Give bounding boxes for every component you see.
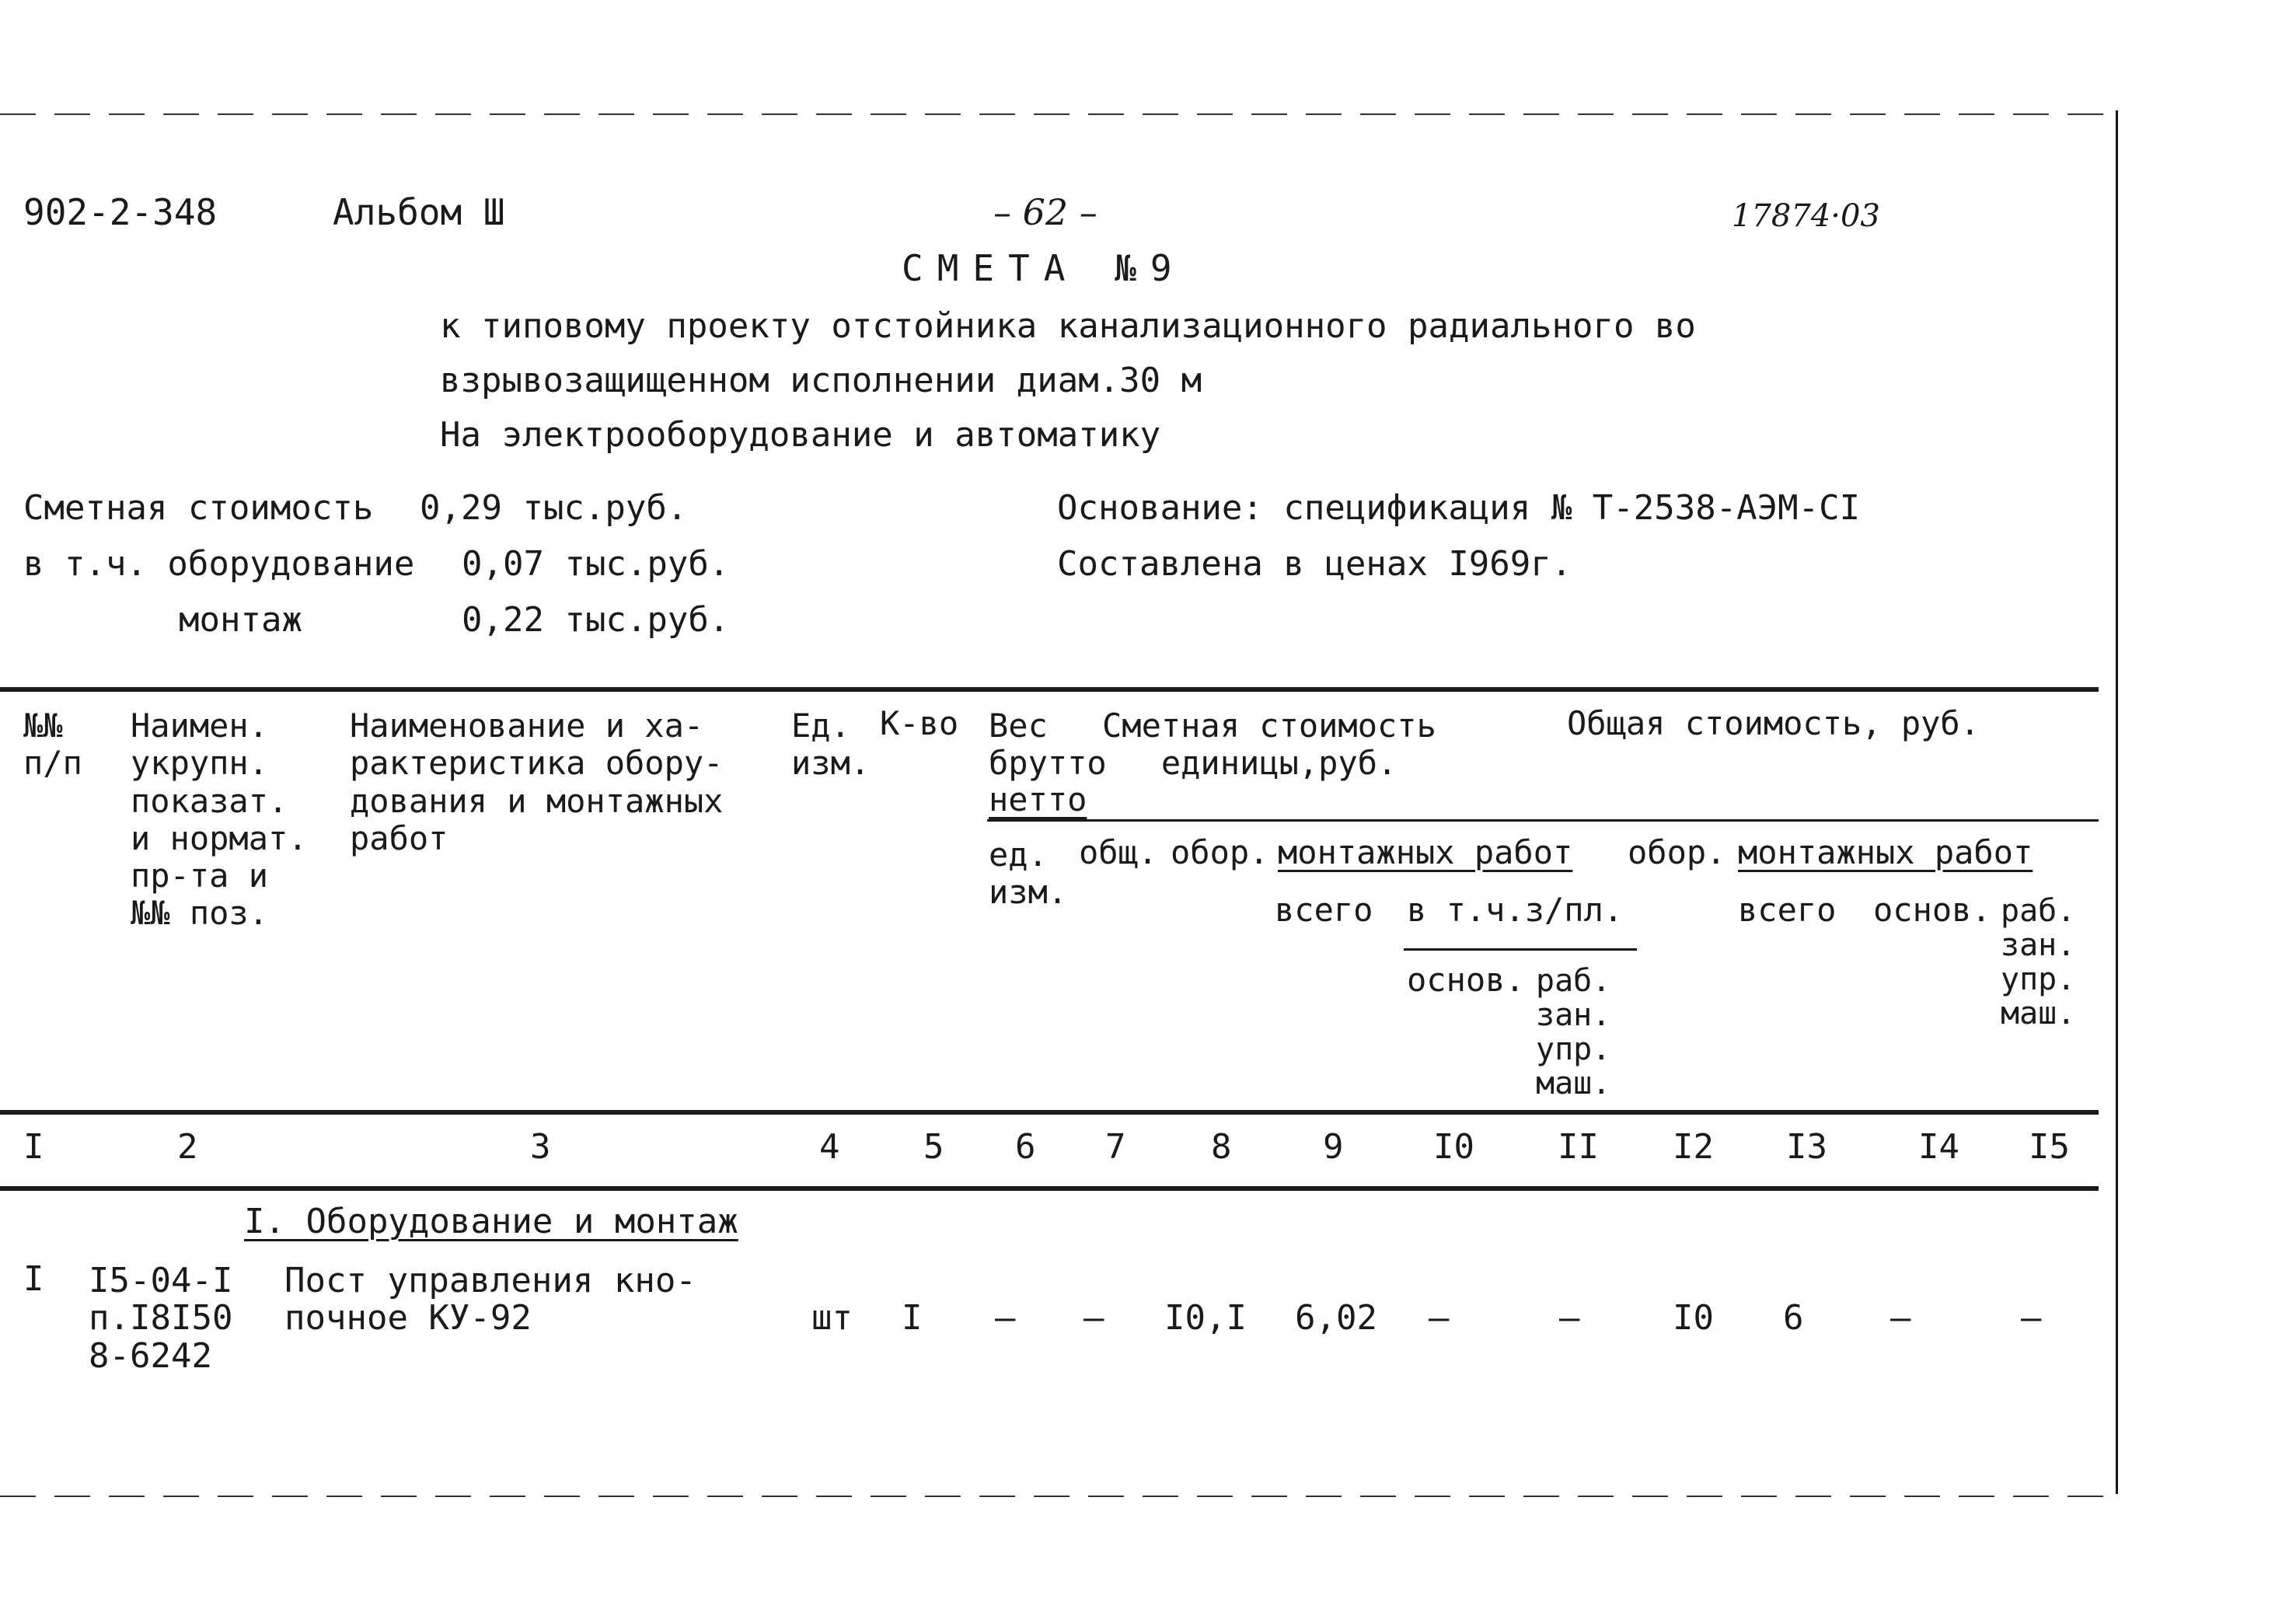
total-vsego-header: всего: [1738, 891, 1837, 929]
incl-rule: [1404, 948, 1637, 951]
row-unit-equipment: I0,I: [1164, 1298, 1247, 1338]
equipment-value: 0,07 тыс.руб.: [462, 544, 730, 584]
row-weight-gross: –: [995, 1298, 1016, 1338]
basis-text: Основание: спецификация № Т-2538-АЭМ-СI: [1057, 488, 1861, 528]
weight-net-header: нетто: [989, 780, 1087, 818]
column-number-3: 3: [530, 1127, 551, 1167]
section-title: I. Оборудование и монтаж: [244, 1202, 738, 1241]
estimate-heading: СМЕТА №9: [902, 247, 1186, 289]
column-number-9: 9: [1323, 1127, 1344, 1167]
ed-izm-header: ед. изм.: [989, 836, 1068, 912]
incl-zp-header: в т.ч.з/пл.: [1407, 891, 1624, 929]
album-label: Альбом Ш: [333, 191, 505, 233]
install-label: монтаж: [179, 600, 302, 640]
unit-cost-header: Сметная стоимость единицы,руб.: [1102, 707, 1436, 783]
col2-header: Наимен. укрупн. показат. и нормат. пр-та и №№ поз.: [131, 707, 308, 933]
row-qty: I: [902, 1298, 923, 1338]
row-unit-install-base: –: [1429, 1298, 1450, 1338]
title-line-1: к типовому проекту отстойника канализационного радиального во: [440, 306, 1696, 346]
row-code: I5-04-I п.I8I50 8-6242: [89, 1261, 233, 1376]
top-dashed-border: [0, 113, 2117, 115]
col1-header: №№ п/п: [23, 707, 82, 783]
column-number-8: 8: [1211, 1127, 1232, 1167]
column-number-5: 5: [923, 1127, 944, 1167]
column-number-10: I0: [1433, 1127, 1474, 1167]
row-total-install: 6: [1783, 1298, 1804, 1338]
total-osnov-header: основ.: [1873, 891, 1991, 929]
cost-value: 0,29 тыс.руб.: [420, 488, 688, 528]
row-unit-install-total: 6,02: [1295, 1298, 1377, 1338]
column-number-1: I: [23, 1127, 44, 1167]
row-name: Пост управления кно- почное КУ-92: [284, 1261, 696, 1339]
column-number-14: I4: [1918, 1127, 1959, 1167]
unit-rab-zan-header: раб. зан. упр. маш.: [1536, 963, 1611, 1101]
column-number-2: 2: [177, 1127, 198, 1167]
column-number-7: 7: [1105, 1127, 1126, 1167]
title-line-2: взрывозащищенном исполнении диам.30 м: [440, 361, 1202, 400]
row-total-mach: –: [2021, 1298, 2042, 1338]
row-unit: шт: [811, 1298, 853, 1338]
total-cost-header: Общая стоимость, руб.: [1567, 704, 1980, 742]
column-number-6: 6: [1015, 1127, 1036, 1167]
column-number-4: 4: [819, 1127, 840, 1167]
col4-header: Ед. изм.: [791, 707, 871, 783]
obsh-header: общ.: [1079, 833, 1158, 871]
row-total-base: –: [1890, 1298, 1911, 1338]
unit-vsego-header: всего: [1275, 891, 1373, 929]
total-rab-zan-header: раб. зан. упр. маш.: [2001, 893, 2076, 1031]
archive-stamp: 17874·03: [1732, 198, 1880, 234]
bottom-dashed-border: [0, 1496, 2117, 1497]
title-line-3: На электрооборудование и автоматику: [440, 415, 1161, 455]
column-number-12: I2: [1673, 1127, 1714, 1167]
unit-osnov-header: основ.: [1407, 961, 1525, 999]
column-number-15: I5: [2029, 1127, 2070, 1167]
cost-label: Сметная стоимость: [23, 488, 374, 528]
column-number-11: II: [1558, 1127, 1599, 1167]
col5-header: К-во: [880, 704, 959, 742]
prices-text: Составлена в ценах I969г.: [1057, 544, 1572, 584]
row-total-equipment: I0: [1673, 1298, 1714, 1338]
unit-obor-header: обор.: [1171, 833, 1269, 871]
column-number-13: I3: [1786, 1127, 1827, 1167]
doc-number: 902-2-348: [23, 191, 218, 233]
row-number: I: [23, 1259, 44, 1299]
table-top-rule: [0, 687, 2099, 692]
header-bottom-rule: [0, 1110, 2099, 1115]
column-numbers-rule: [0, 1186, 2099, 1191]
install-value: 0,22 тыс.руб.: [462, 600, 730, 640]
unit-cost-rule: [987, 819, 2099, 822]
incl-label: в т.ч. оборудование: [23, 544, 415, 584]
row-weight-net: –: [1083, 1298, 1104, 1338]
total-mont-header: монтажных работ: [1738, 833, 2033, 871]
weight-header: Вес брутто: [989, 707, 1107, 783]
total-obor-header: обор.: [1628, 833, 1726, 871]
row-unit-install-mach: –: [1559, 1298, 1580, 1338]
right-border: [2116, 110, 2118, 1494]
page-number: – 62 –: [993, 191, 1097, 233]
unit-mont-header: монтажных работ: [1278, 833, 1573, 871]
col3-header: Наименование и ха- рактеристика обору- дования и монтажных работ: [350, 707, 724, 857]
